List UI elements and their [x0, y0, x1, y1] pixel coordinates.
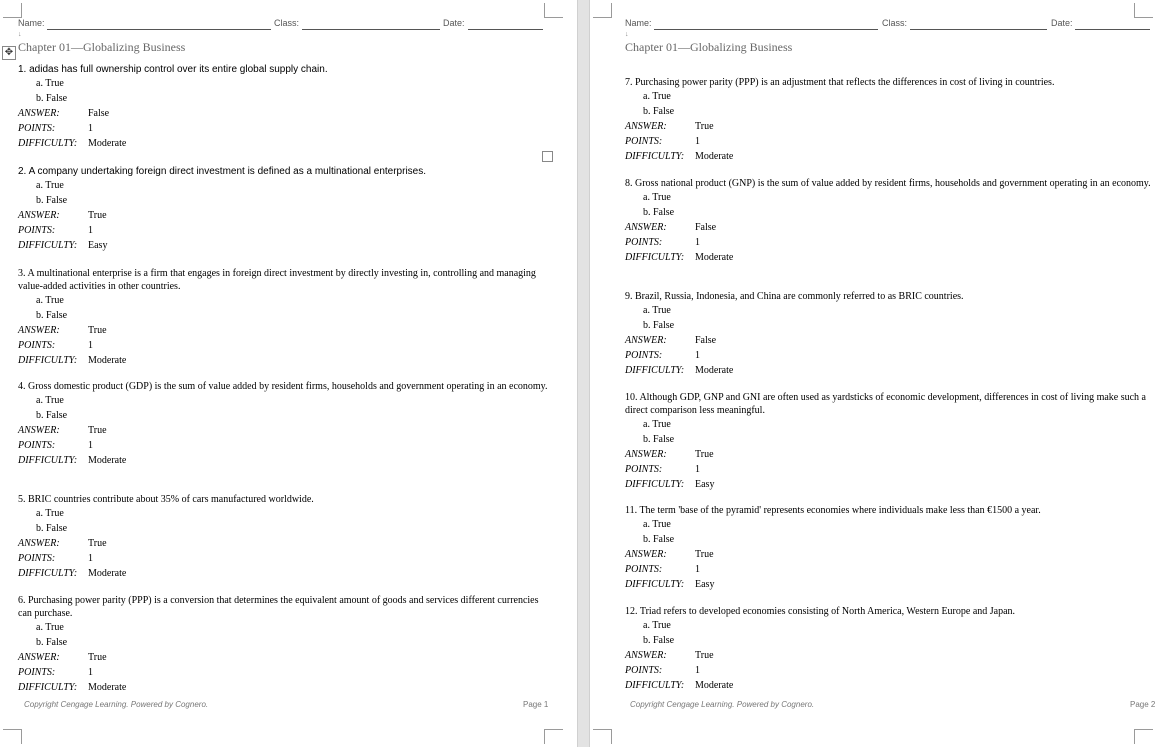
crop-mark: [1134, 3, 1153, 18]
difficulty-label: DIFFICULTY:: [18, 138, 78, 149]
option-a: a. True: [643, 91, 671, 102]
answer-label: ANSWER:: [18, 425, 60, 436]
question-text: 7. Purchasing power parity (PPP) is an adjustment that reflects the differences in cost of living in countries.: [625, 77, 1055, 88]
answer-label: ANSWER:: [625, 335, 667, 346]
question-block: [625, 605, 1155, 693]
question-block: [18, 493, 548, 581]
page-number: Page 2: [1130, 700, 1156, 709]
question-block: [18, 380, 548, 468]
option-b: b. False: [36, 409, 68, 421]
question-block: [625, 177, 1155, 265]
difficulty-label: DIFFICULTY:: [18, 682, 78, 693]
difficulty-row: [625, 363, 1155, 378]
points-value: 1: [88, 553, 93, 564]
points-row: [18, 223, 548, 238]
points-label: POINTS:: [18, 225, 56, 236]
points-label: POINTS:: [625, 564, 663, 575]
points-row: [625, 348, 1155, 363]
answer-label: ANSWER:: [625, 121, 667, 132]
option-a: a. True: [36, 78, 64, 89]
crop-mark: [593, 3, 612, 18]
difficulty-label: DIFFICULTY:: [625, 579, 685, 590]
points-value: 1: [88, 440, 93, 451]
date-field[interactable]: [1075, 29, 1150, 30]
difficulty-row: [625, 577, 1155, 592]
answer-row: [625, 447, 1155, 462]
crop-mark: [1134, 729, 1153, 744]
option-a: a. True: [643, 620, 671, 631]
points-label: POINTS:: [18, 553, 56, 564]
answer-row: [18, 423, 548, 438]
answer-value: False: [88, 108, 110, 119]
answer-value: False: [695, 335, 717, 346]
question-text: 9. Brazil, Russia, Indonesia, and China are commonly referred to as BRIC countries.: [625, 291, 964, 302]
option-a: a. True: [36, 622, 64, 633]
question-block: [18, 63, 548, 151]
answer-value: True: [695, 650, 714, 661]
difficulty-row: [625, 250, 1155, 265]
crop-mark: [544, 729, 563, 744]
points-value: 1: [695, 464, 700, 475]
option-a: a. True: [643, 305, 671, 316]
points-value: 1: [695, 237, 700, 248]
answer-row: [625, 220, 1155, 235]
question-text: 6. Purchasing power parity (PPP) is a conversion that determines the equivalent amount of goods and services different currencies can purchase.: [18, 595, 539, 619]
class-label: Class:: [274, 18, 300, 28]
points-label: POINTS:: [625, 464, 663, 475]
answer-label: ANSWER:: [18, 325, 60, 336]
answer-row: [18, 536, 548, 551]
points-row: [625, 562, 1155, 577]
crop-mark: [3, 3, 22, 18]
difficulty-label: DIFFICULTY:: [18, 455, 78, 466]
option-b: b. False: [643, 533, 675, 545]
points-value: 1: [695, 350, 700, 361]
anchor-box-icon[interactable]: [542, 151, 553, 162]
question-block: [625, 504, 1155, 592]
difficulty-label: DIFFICULTY:: [625, 151, 685, 162]
difficulty-value: Moderate: [88, 138, 127, 149]
points-row: [625, 663, 1155, 678]
class-label: Class:: [882, 18, 908, 28]
option-a: a. True: [36, 295, 64, 306]
answer-value: True: [88, 210, 107, 221]
option-a: a. True: [36, 180, 64, 191]
answer-row: [18, 106, 548, 121]
answer-label: ANSWER:: [18, 538, 60, 549]
question-block: [18, 165, 548, 253]
chapter-title: Chapter 01—Globalizing Business: [18, 40, 186, 54]
page-gutter: [577, 0, 590, 747]
question-text: 4. Gross domestic product (GDP) is the sum of value added by resident firms, households and government operating in an economy.: [18, 381, 548, 392]
answer-label: ANSWER:: [625, 222, 667, 233]
points-row: [18, 551, 548, 566]
difficulty-row: [18, 238, 548, 253]
paragraph-mark-icon: ↓: [625, 31, 629, 38]
points-label: POINTS:: [18, 440, 56, 451]
difficulty-row: [18, 136, 548, 151]
answer-label: ANSWER:: [18, 108, 60, 119]
difficulty-row: [18, 680, 548, 695]
chapter-title: Chapter 01—Globalizing Business: [625, 40, 793, 54]
answer-row: [18, 208, 548, 223]
difficulty-label: DIFFICULTY:: [625, 365, 685, 376]
answer-label: ANSWER:: [18, 652, 60, 663]
points-label: POINTS:: [18, 340, 56, 351]
points-row: [625, 462, 1155, 477]
difficulty-label: DIFFICULTY:: [18, 240, 78, 251]
answer-row: [625, 547, 1155, 562]
question-block: [625, 391, 1155, 492]
difficulty-value: Easy: [695, 579, 715, 590]
copyright-footer: Copyright Cengage Learning. Powered by Cognero.: [630, 700, 815, 709]
crop-mark: [3, 729, 22, 744]
option-b: b. False: [643, 319, 675, 331]
points-value: 1: [88, 225, 93, 236]
answer-row: [625, 333, 1155, 348]
question-text: 12. Triad refers to developed economies consisting of North America, Western Europe and Japan.: [625, 606, 1016, 617]
difficulty-value: Moderate: [695, 252, 734, 263]
points-row: [625, 134, 1155, 149]
difficulty-label: DIFFICULTY:: [625, 252, 685, 263]
answer-row: [18, 323, 548, 338]
name-label: Name:: [625, 18, 652, 28]
date-field[interactable]: [468, 29, 543, 30]
points-value: 1: [695, 136, 700, 147]
points-label: POINTS:: [625, 237, 663, 248]
answer-value: True: [695, 121, 714, 132]
answer-row: [625, 119, 1155, 134]
name-field[interactable]: [654, 29, 878, 30]
copyright-footer: Copyright Cengage Learning. Powered by Cognero.: [24, 700, 209, 709]
points-label: POINTS:: [18, 123, 56, 134]
page-header: [625, 18, 1150, 32]
answer-value: True: [88, 652, 107, 663]
points-value: 1: [695, 564, 700, 575]
date-label: Date:: [1051, 18, 1073, 28]
points-row: [18, 338, 548, 353]
points-row: [625, 235, 1155, 250]
difficulty-label: DIFFICULTY:: [625, 479, 685, 490]
difficulty-row: [625, 149, 1155, 164]
points-label: POINTS:: [625, 350, 663, 361]
difficulty-value: Easy: [88, 240, 108, 251]
page-number: Page 1: [523, 700, 549, 709]
answer-value: False: [695, 222, 717, 233]
answer-row: [18, 650, 548, 665]
document-page-1: [0, 0, 577, 747]
answer-value: True: [695, 549, 714, 560]
question-text: 11. The term 'base of the pyramid' represents economies where individuals make less than €1500 a year.: [625, 505, 1041, 516]
question-block: [18, 594, 548, 695]
question-block: [18, 267, 548, 368]
points-value: 1: [695, 665, 700, 676]
option-a: a. True: [36, 508, 64, 519]
question-text: 3. A multinational enterprise is a firm that engages in foreign direct investment by directly investing in, controlling and managing value-added activities in other countries.: [18, 268, 536, 292]
class-field[interactable]: [910, 29, 1047, 30]
question-block: [625, 76, 1155, 164]
points-value: 1: [88, 123, 93, 134]
option-b: b. False: [36, 636, 68, 648]
question-text: 8. Gross national product (GNP) is the sum of value added by resident firms, households and government operating in an economy.: [625, 178, 1151, 189]
date-label: Date:: [443, 18, 465, 28]
difficulty-row: [18, 453, 548, 468]
answer-row: [625, 648, 1155, 663]
document-page-2: [590, 0, 1167, 747]
points-row: [18, 665, 548, 680]
points-row: [18, 121, 548, 136]
difficulty-value: Moderate: [695, 365, 734, 376]
question-block: [625, 290, 1155, 378]
points-value: 1: [88, 667, 93, 678]
option-a: a. True: [643, 519, 671, 530]
points-label: POINTS:: [18, 667, 56, 678]
class-field[interactable]: [302, 29, 440, 30]
answer-label: ANSWER:: [625, 549, 667, 560]
page-header: [18, 18, 551, 32]
difficulty-value: Moderate: [88, 568, 127, 579]
difficulty-value: Moderate: [88, 682, 127, 693]
option-b: b. False: [36, 522, 68, 534]
answer-value: True: [88, 538, 107, 549]
difficulty-value: Moderate: [88, 355, 127, 366]
name-label: Name:: [18, 18, 45, 28]
difficulty-value: Moderate: [695, 680, 734, 691]
difficulty-value: Moderate: [695, 151, 734, 162]
difficulty-row: [625, 678, 1155, 693]
points-value: 1: [88, 340, 93, 351]
question-text: 5. BRIC countries contribute about 35% of cars manufactured worldwide.: [18, 494, 314, 505]
option-a: a. True: [643, 192, 671, 203]
difficulty-label: DIFFICULTY:: [625, 680, 685, 691]
difficulty-row: [18, 353, 548, 368]
difficulty-value: Easy: [695, 479, 715, 490]
option-b: b. False: [36, 194, 68, 206]
difficulty-label: DIFFICULTY:: [18, 355, 78, 366]
option-a: a. True: [643, 419, 671, 430]
crop-mark: [544, 3, 563, 18]
question-text: 2. A company undertaking foreign direct investment is defined as a multinational enterprises.: [18, 166, 427, 177]
option-b: b. False: [36, 309, 68, 321]
answer-value: True: [88, 325, 107, 336]
answer-label: ANSWER:: [625, 449, 667, 460]
points-label: POINTS:: [625, 665, 663, 676]
move-handle-icon[interactable]: ✥: [2, 46, 16, 60]
option-b: b. False: [643, 433, 675, 445]
crop-mark: [593, 729, 612, 744]
answer-label: ANSWER:: [18, 210, 60, 221]
points-label: POINTS:: [625, 136, 663, 147]
answer-value: True: [88, 425, 107, 436]
name-field[interactable]: [47, 29, 271, 30]
difficulty-value: Moderate: [88, 455, 127, 466]
option-b: b. False: [643, 206, 675, 218]
question-text: 10. Although GDP, GNP and GNI are often used as yardsticks of economic development, differences in cost of living make such a direct comparison less meaningful.: [625, 392, 1146, 416]
difficulty-row: [625, 477, 1155, 492]
option-b: b. False: [643, 634, 675, 646]
option-b: b. False: [36, 92, 68, 104]
paragraph-mark-icon: ↓: [18, 31, 22, 38]
answer-value: True: [695, 449, 714, 460]
question-text: 1. adidas has full ownership control over its entire global supply chain.: [18, 64, 328, 75]
option-b: b. False: [643, 105, 675, 117]
difficulty-label: DIFFICULTY:: [18, 568, 78, 579]
points-row: [18, 438, 548, 453]
difficulty-row: [18, 566, 548, 581]
option-a: a. True: [36, 395, 64, 406]
answer-label: ANSWER:: [625, 650, 667, 661]
